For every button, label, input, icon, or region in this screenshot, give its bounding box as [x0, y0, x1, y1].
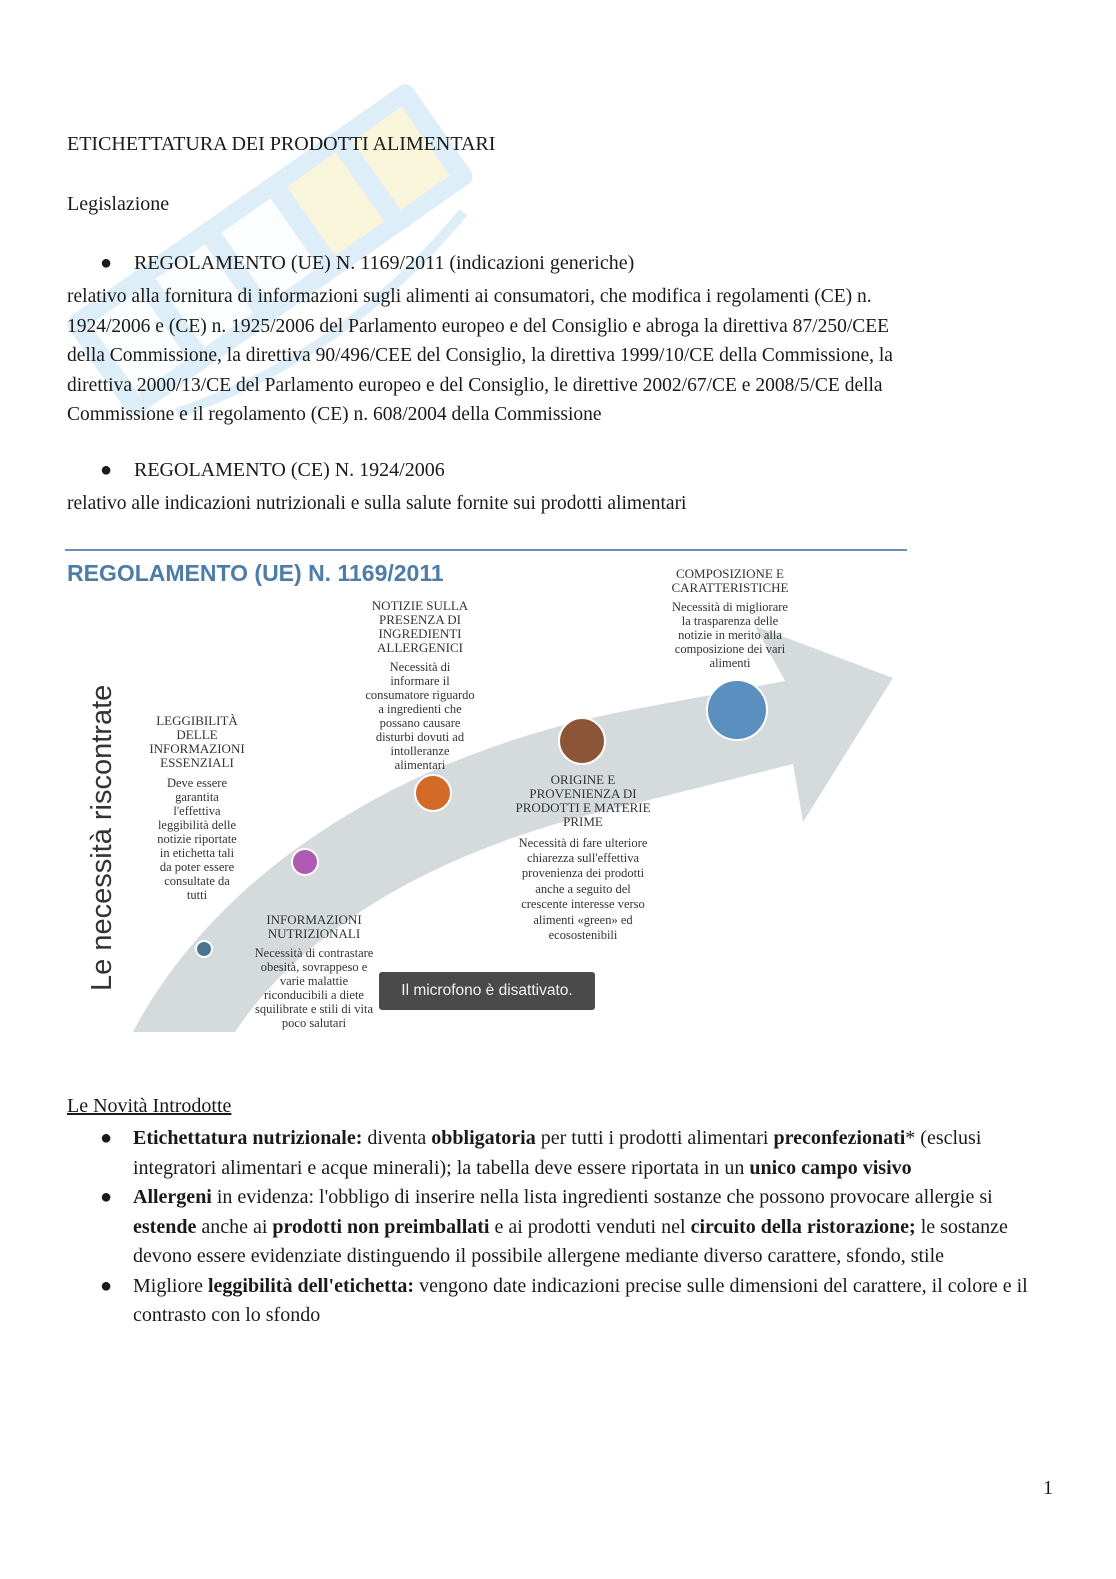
- legibility-desc: da poter essere: [159, 860, 235, 874]
- allergens-desc: informare il: [390, 674, 450, 688]
- legibility-desc: garantita: [175, 790, 219, 804]
- origin-title: PRODOTTI E MATERIE: [515, 800, 651, 815]
- origin-desc: ecosostenibili: [548, 928, 618, 942]
- novita-text: vengono date indicazioni precise sulle dimensioni del carattere, il colore e il contrasto con lo sfondo: [133, 1274, 1028, 1326]
- regulation-infographic: [65, 546, 907, 1032]
- reg1-description: [67, 282, 1057, 430]
- novita-text: in evidenza: l'obbligo di inserire nella lista ingredienti sostanze che possono provocare allergie si: [211, 1186, 993, 1208]
- novita-item: [100, 1124, 1058, 1183]
- reg2-heading-line: [100, 459, 445, 482]
- novita-bold: circuito della ristorazione;: [690, 1215, 916, 1238]
- bullet-icon: ●: [100, 1186, 113, 1208]
- origin-desc: provenienza dei prodotti: [521, 866, 645, 880]
- origin-desc: crescente interesse verso: [521, 897, 645, 911]
- legibility-desc: Deve essere: [166, 776, 228, 790]
- document-title: ETICHETTATURA DEI PRODOTTI ALIMENTARI: [67, 133, 496, 155]
- reg1-heading-line: [100, 252, 634, 275]
- composition-desc: notizie in merito alla: [678, 628, 782, 642]
- reg1-line: 1924/2006 e (CE) n. 1925/2006 del Parlamento europeo e del Consiglio e abroga la direttiva 87/250/CEE: [67, 315, 890, 337]
- novita-bold: estende: [133, 1215, 197, 1238]
- origin-desc: Necessità di fare ulteriore: [518, 836, 648, 850]
- novita-bold: obbligatoria: [431, 1127, 536, 1149]
- nutrition-desc: poco salutari: [281, 1016, 347, 1030]
- origin-desc: alimenti «green» ed: [533, 913, 633, 927]
- bullet-icon: ●: [100, 1274, 113, 1297]
- reg2-description: relativo alle indicazioni nutrizionali e sulla salute fornite sui prodotti alimentari: [67, 493, 687, 514]
- allergens-desc: a ingredienti che: [378, 702, 462, 716]
- composition-desc: Necessità di migliorare: [672, 600, 788, 614]
- nutrition-desc: riconducibili a diete: [264, 988, 364, 1002]
- reg2-heading: REGOLAMENTO (CE) N. 1924/2006: [134, 459, 445, 481]
- allergens-desc: possano causare: [379, 716, 461, 730]
- side-label: Le necessità riscontrate: [86, 684, 118, 991]
- allergens-desc: alimentari: [394, 758, 446, 772]
- allergens-title: NOTIZIE SULLA: [371, 598, 469, 613]
- origin-marker: [559, 718, 605, 764]
- bullet-icon: ●: [100, 252, 113, 274]
- novita-text: per tutti i prodotti alimentari: [535, 1127, 774, 1149]
- novita-bold: Etichettatura nutrizionale:: [133, 1127, 363, 1149]
- composition-title: CARATTERISTICHE: [671, 580, 789, 595]
- allergens-desc: consumatore riguardo: [365, 688, 475, 702]
- microphone-muted-toast: Il microfono è disattivato.: [379, 972, 595, 1010]
- legibility-desc: consultate da: [164, 874, 230, 888]
- reg1-line: della Commissione, la direttiva 90/496/CEE del Consiglio, la direttiva 1999/10/CE della Commissione, la: [67, 345, 893, 366]
- composition-title: COMPOSIZIONE E: [676, 566, 784, 581]
- infographic-svg: [65, 546, 907, 1032]
- composition-desc: alimenti: [709, 656, 751, 670]
- novita-text: anche ai: [196, 1215, 273, 1238]
- novita-item: [100, 1183, 1058, 1272]
- composition-desc: la trasparenza delle: [681, 614, 779, 628]
- novita-text: e ai prodotti venduti nel: [489, 1215, 691, 1238]
- reg1-line: direttiva 2000/13/CE del Parlamento europeo e del Consiglio, le direttive 2002/67/CE e 2008/5/CE della: [67, 374, 883, 396]
- page-number: 1: [1043, 1477, 1053, 1499]
- origin-desc: anche a seguito del: [535, 882, 631, 896]
- novita-bold: prodotti non preimballati: [272, 1215, 490, 1238]
- nutrition-title: INFORMAZIONI: [266, 912, 362, 927]
- novita-item: [100, 1272, 1058, 1331]
- legibility-desc: leggibilità delle: [157, 818, 237, 832]
- figure-title: REGOLAMENTO (UE) N. 1169/2011: [67, 560, 444, 586]
- reg1-heading: REGOLAMENTO (UE) N. 1169/2011 (indicazioni generiche): [134, 252, 635, 274]
- allergens-title: ALLERGENICI: [377, 640, 463, 655]
- legibility-title: LEGGIBILITÀ: [156, 713, 238, 728]
- composition-marker: [707, 680, 767, 740]
- novita-text: diventa: [362, 1127, 432, 1149]
- origin-title: ORIGINE E: [550, 772, 616, 787]
- bullet-icon: ●: [100, 1127, 113, 1149]
- allergens-desc: disturbi dovuti ad: [375, 730, 465, 744]
- nutrition-desc: squilibrate e stili di vita: [254, 1002, 374, 1016]
- legibility-title: INFORMAZIONI: [149, 741, 245, 756]
- reg1-line: relativo alla fornitura di informazioni sugli alimenti ai consumatori, che modifica i regolamenti (CE) n.: [67, 286, 872, 307]
- legibility-desc: in etichetta tali: [159, 846, 235, 860]
- legibility-desc: tutti: [186, 888, 208, 902]
- nutrition-desc: Necessità di contrastare: [254, 946, 374, 960]
- legibility-desc: l'effettiva: [173, 804, 221, 818]
- composition-block: [672, 566, 789, 670]
- legibility-marker: [292, 849, 318, 875]
- novita-bold: leggibilità dell'etichetta:: [208, 1274, 415, 1297]
- nutrition-title: NUTRIZIONALI: [267, 926, 361, 941]
- legibility-title: ESSENZIALI: [160, 755, 234, 770]
- allergens-title: PRESENZA DI: [379, 612, 461, 627]
- novita-bold: Allergeni: [133, 1186, 212, 1208]
- legibility-desc: notizie riportate: [157, 832, 237, 846]
- nutrition-desc: varie malattie: [279, 974, 349, 988]
- novita-title: Le Novità Introdotte: [67, 1095, 232, 1117]
- nutrition-marker: [196, 941, 212, 957]
- nutrition-desc: obesità, sovrappeso e: [260, 960, 368, 974]
- section-legislazione: Legislazione: [67, 193, 170, 215]
- novita-text: * (esclusi integratori alimentari e acque minerali); la tabella deve essere riportata in un: [133, 1127, 982, 1179]
- origin-title: PRIME: [563, 814, 603, 829]
- novita-text: le sostanze devono essere evidenziate distinguendo il possibile allergene mediante diverso carattere, sfondo, stile: [133, 1215, 1008, 1267]
- allergens-desc: Necessità di: [389, 660, 451, 674]
- reg1-line: Commissione e il regolamento (CE) n. 608/2004 della Commissione: [67, 404, 602, 425]
- allergens-title: INGREDIENTI: [378, 626, 462, 641]
- novita-text: Migliore: [133, 1274, 208, 1297]
- origin-desc: chiarezza sull'effettiva: [526, 851, 640, 865]
- allergens-marker: [415, 775, 451, 811]
- origin-block: [515, 772, 650, 942]
- novita-bold: preconfezionati: [773, 1127, 906, 1149]
- legibility-title: DELLE: [176, 727, 218, 742]
- nutrition-block: [255, 912, 374, 1030]
- novita-list: [100, 1124, 1058, 1331]
- bullet-icon: ●: [100, 459, 113, 481]
- composition-desc: composizione dei vari: [674, 642, 786, 656]
- origin-title: PROVENIENZA DI: [529, 786, 637, 801]
- allergens-desc: intolleranze: [390, 744, 450, 758]
- novita-bold: unico campo visivo: [749, 1156, 912, 1179]
